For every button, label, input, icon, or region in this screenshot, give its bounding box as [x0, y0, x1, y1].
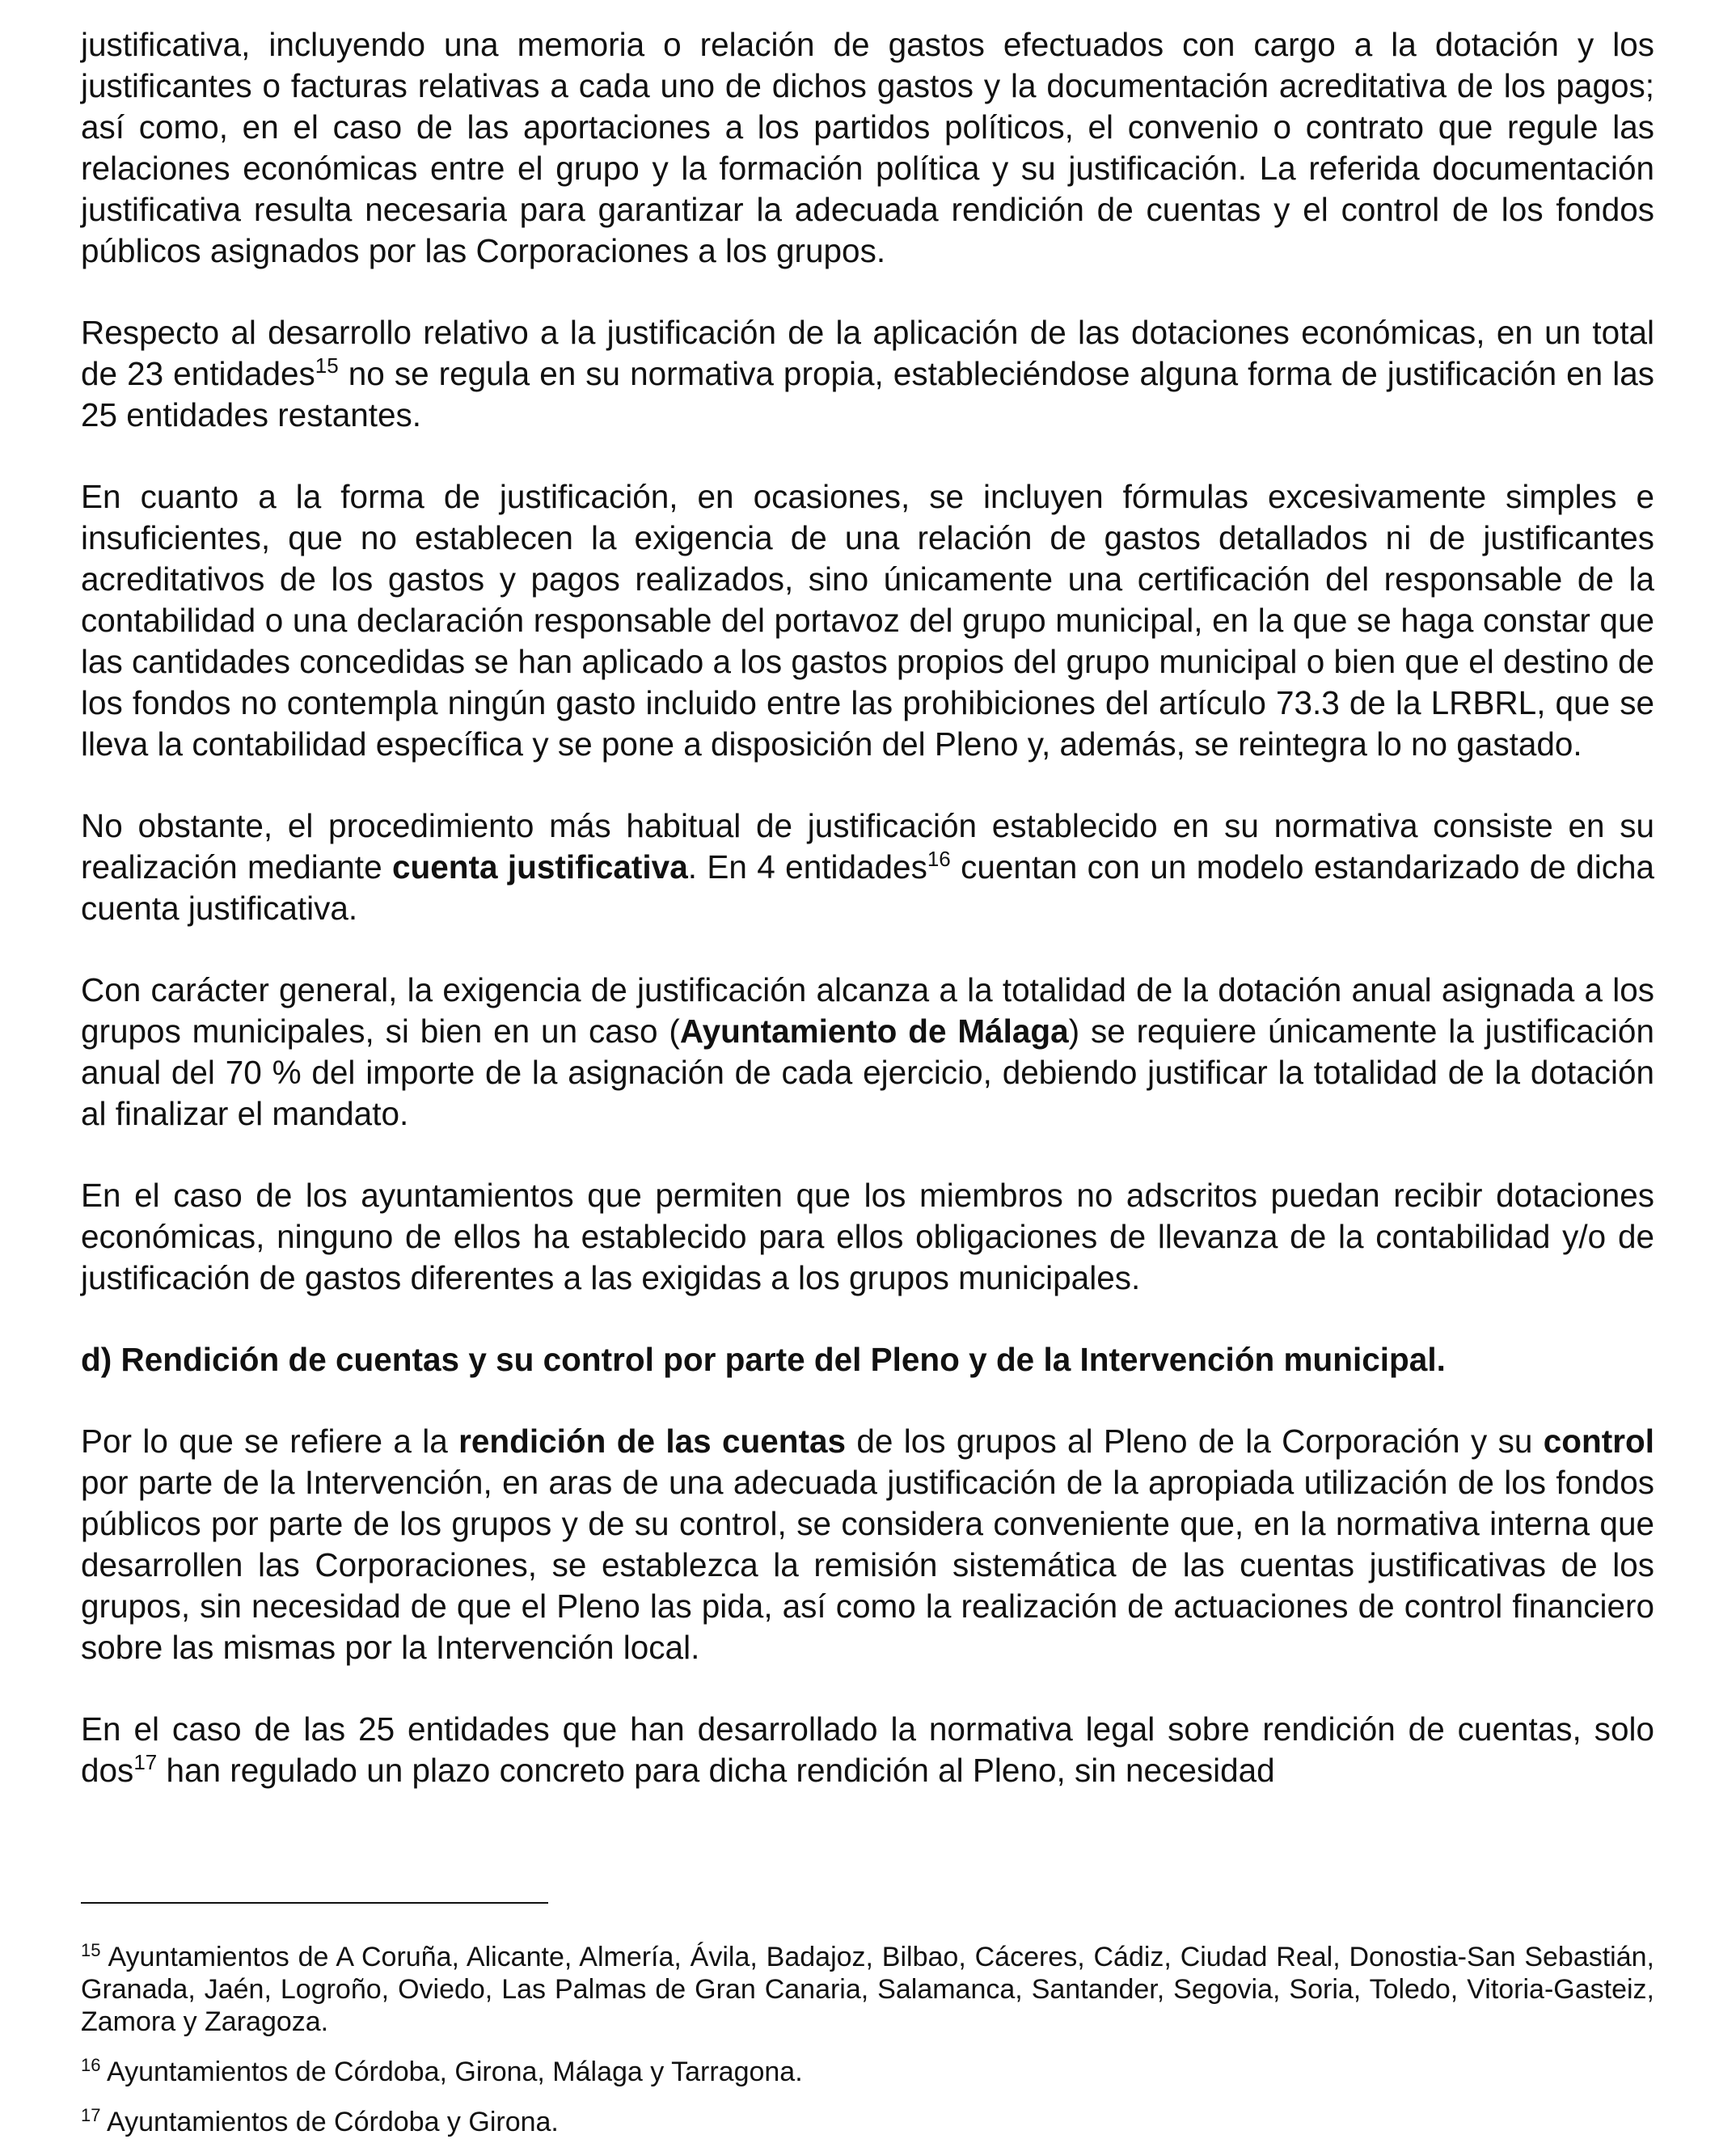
bold-term: cuenta justificativa [391, 848, 688, 886]
paragraph-rendicion-cuentas [81, 1421, 1654, 1668]
text-run: ) se requiere únicamente la justificación anual del 70 % del importe de la asignación de cada ejercicio, debiendo justificar la totalidad de la dotación al finalizar el mandato. [81, 1012, 1654, 1132]
footnote-number: 16 [81, 2055, 101, 2075]
footnote-ref-15[interactable]: 15 [315, 353, 339, 378]
footnote-17 [81, 2106, 1654, 2138]
footnote-16 [81, 2056, 1654, 2088]
text-run: por parte de la Intervención, en aras de una adecuada justificación de la apropiada utilización de los fondos públicos por parte de los grupos y de su control, se considera conveniente que, en la normativa interna que desarrollen las Corporaciones, se establezca la remisión sistemática de las cuentas justificativas de los grupos, sin necesidad de que el Pleno las pida, así como la realización de actuaciones de control financiero sobre las mismas por la Intervención local. [81, 1464, 1654, 1666]
paragraph-forma-justificacion: En cuanto a la forma de justificación, en ocasiones, se incluyen fórmulas excesivamente simples e insuficientes, que no establecen la exigencia de una relación de gastos detallados ni de justificantes acreditativos de los gastos y pagos realizados, sino únicamente una certificación del responsable de la contabilidad o una declaración responsable del portavoz del grupo municipal, en la que se haga constar que las cantidades concedidas se han aplicado a los gastos propios del grupo municipal o bien que el destino de los fondos no contempla ningún gasto incluido entre las prohibiciones del artículo 73.3 de la LRBRL, que se lleva la contabilidad específica y se pone a disposición del Pleno y, además, se reintegra lo no gastado. [81, 478, 1654, 763]
text-run: Con carácter general, la exigencia de justificación alcanza a la totalidad de la dotación anual asignada a los grupos municipales, si bien en un caso ( [81, 971, 1654, 1050]
text-run: cuentan con un modelo estandarizado de dicha cuenta justificativa. [81, 848, 1654, 927]
footnote-ref-17[interactable]: 17 [133, 1750, 158, 1774]
footnote-ref-16[interactable]: 16 [927, 847, 951, 871]
paragraph-caracter-general [81, 970, 1654, 1135]
paragraph-desarrollo-justificacion [81, 312, 1654, 436]
bold-term: Ayuntamiento de Málaga [679, 1012, 1069, 1050]
paragraph-justificativa: justificativa, incluyendo una memoria o relación de gastos efectuados con cargo a la dotación y los justificantes o facturas relativas a cada uno de dichos gastos y la documentación acreditativa de los pagos; así como, en el caso de las aportaciones a los partidos políticos, el convenio o contrato que regule las relaciones económicas entre el grupo y la formación política y su justificación. La referida documentación justificativa resulta necesaria para garantizar la adecuada rendición de cuentas y el control de los fondos públicos asignados por las Corporaciones a los grupos. [81, 26, 1654, 269]
text-run: En el caso de las 25 entidades que han desarrollado la normativa legal sobre rendición de cuentas, solo dos [81, 1710, 1654, 1789]
footnote-text: Ayuntamientos de Córdoba, Girona, Málaga y Tarragona. [100, 2057, 803, 2087]
bold-term: rendición de las cuentas [458, 1423, 847, 1460]
paragraph-miembros-no-adscritos: En el caso de los ayuntamientos que permiten que los miembros no adscritos puedan recibir dotaciones económicas, ninguno de ellos ha establecido para ellos obligaciones de llevanza de la contabilidad y/o de justificación de gastos diferentes a las exigidas a los grupos municipales. [81, 1177, 1654, 1296]
footnote-number: 17 [81, 2105, 101, 2125]
text-run: . En 4 entidades [687, 848, 927, 886]
footnote-text: Ayuntamientos de A Coruña, Alicante, Almería, Ávila, Badajoz, Bilbao, Cáceres, Cádiz, Ciudad Real, Donostia-San Sebastián, Granada, Jaén, Logroño, Oviedo, Las Palmas de Gran Canaria, Salamanca, Santander, Segovia, Soria, Toledo, Vitoria-Gasteiz, Zamora y Zaragoza. [81, 1942, 1654, 2037]
text-run: No obstante, el procedimiento más habitual de justificación establecido en su normativa consiste en su realización mediante [81, 807, 1654, 886]
footnotes [81, 1941, 1654, 2156]
bold-term: control [1543, 1423, 1654, 1460]
text-run: Por lo que se refiere a la [81, 1423, 459, 1460]
footnote-15 [81, 1941, 1654, 2038]
text-run: no se regula en su normativa propia, estableciéndose alguna forma de justificación en las 25 entidades restantes. [81, 355, 1654, 433]
text-run: de los grupos al Pleno de la Corporación y su [846, 1423, 1544, 1460]
footnote-number: 15 [81, 1940, 101, 1960]
footnote-separator [81, 1902, 548, 1904]
footnote-text: Ayuntamientos de Córdoba y Girona. [100, 2107, 559, 2137]
text-run: Respecto al desarrollo relativo a la justificación de la aplicación de las dotaciones económicas, en un total de 23 entidades [81, 314, 1654, 392]
text-run: han regulado un plazo concreto para dicha rendición al Pleno, sin necesidad [157, 1752, 1275, 1789]
section-heading-d: d) Rendición de cuentas y su control por parte del Pleno y de la Intervención municipal. [81, 1341, 1446, 1378]
paragraph-25-entidades [81, 1709, 1654, 1791]
paragraph-procedimiento-habitual [81, 805, 1654, 929]
